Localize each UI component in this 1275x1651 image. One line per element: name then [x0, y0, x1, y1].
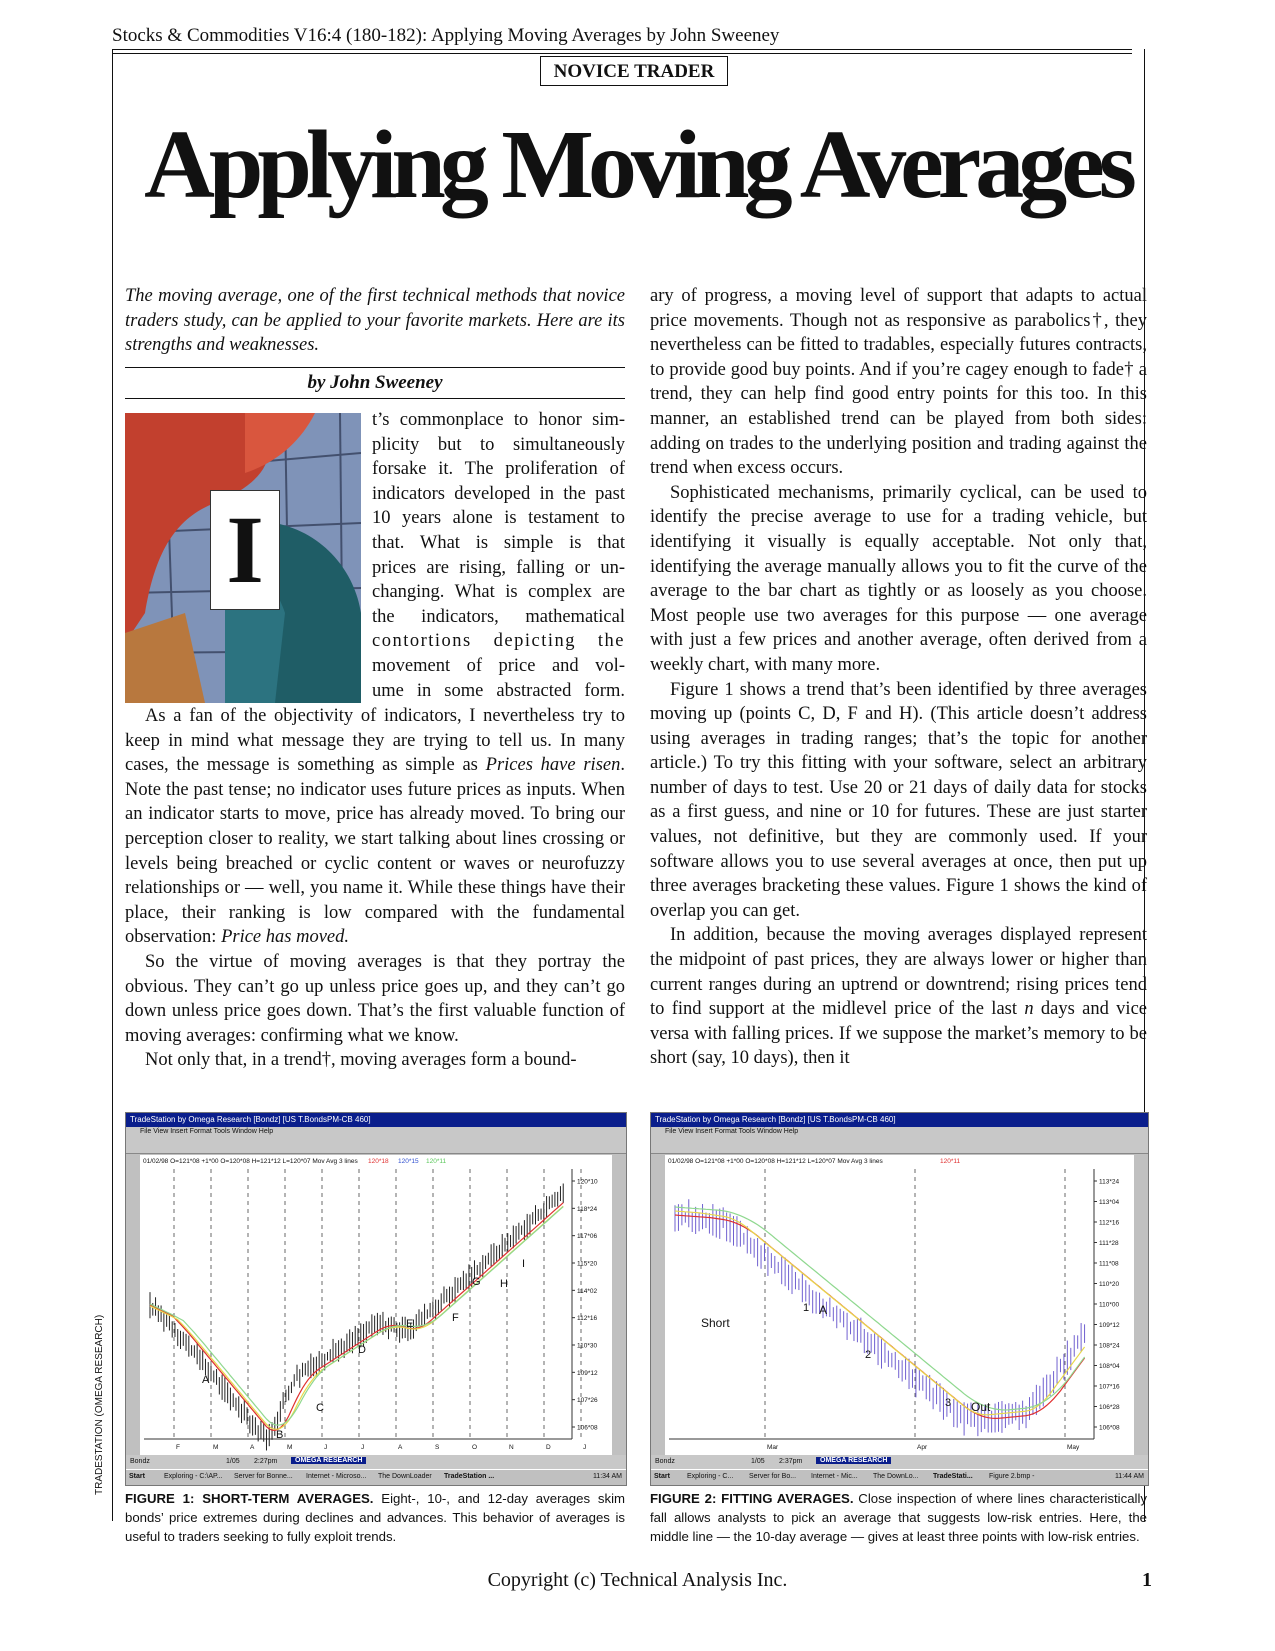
wrap-line: forsake it. The proliferation of	[372, 459, 625, 480]
x-tick-label: May	[1067, 1444, 1080, 1451]
department-label: NOVICE TRADER	[540, 56, 728, 86]
y-tick-label: 114*02	[577, 1287, 598, 1295]
status-time: 2:27pm	[254, 1458, 278, 1465]
x-tick-label: M	[287, 1444, 293, 1451]
x-tick-label: J	[361, 1444, 365, 1451]
taskbar-item[interactable]: The DownLo...	[873, 1473, 919, 1480]
page-number: 1	[1142, 1569, 1152, 1591]
figure-2-chart	[665, 1155, 1134, 1455]
y-tick-label: 107*16	[1099, 1383, 1120, 1391]
drop-cap: I	[210, 490, 280, 610]
taskbar-item[interactable]: Figure 2.bmp -	[989, 1473, 1035, 1480]
status-time: 2:37pm	[779, 1458, 803, 1465]
y-tick-label: 112*16	[1099, 1219, 1120, 1227]
chart-point-label: 3	[945, 1397, 952, 1409]
emphasis: Price has moved.	[221, 927, 349, 948]
figure-2-caption	[650, 1489, 1147, 1546]
toolbar	[651, 1137, 1148, 1154]
y-tick-label: 113*04	[1099, 1199, 1120, 1206]
paragraph: Figure 1 shows a trend that’s been identified by three averages moving up (points C, D, F and H). (This article doesn’t address using averages in trading ranges; that’s the topic for another article.) To try this fitting with your software, select an arbitrary number of days to test. Use 20 or 21 days of daily data for stocks as a first guess, and nine or 10 for futures. These are just starter values, not definitive, but they are commonly used. If your software allows you to use several averages at once, then put up three averages bracketing these values. Figure 1 shows the kind of overlap you can get.	[650, 679, 1147, 921]
chart-point-label: A	[819, 1303, 828, 1317]
info-value: 120*11	[426, 1158, 447, 1165]
byline: by John Sweeney	[307, 372, 443, 393]
status-date: 1/05	[226, 1458, 240, 1465]
byline-rule-bottom	[125, 398, 625, 399]
chart-point-label: Out	[971, 1400, 991, 1414]
header-rule	[112, 49, 1132, 50]
chart-point-label: 1	[803, 1302, 810, 1314]
y-tick-label: 107*26	[577, 1397, 598, 1405]
y-tick-label: 109*12	[1099, 1322, 1120, 1329]
wrap-line: changing. What is complex are	[372, 582, 625, 603]
paragraph	[650, 923, 1147, 1071]
chart-point-label: F	[452, 1312, 459, 1324]
y-tick-label: 108*04	[1099, 1363, 1120, 1370]
wrap-line: contortions depicting the	[372, 631, 625, 652]
toolbar	[126, 1137, 626, 1154]
taskbar	[651, 1469, 1148, 1486]
y-tick-label: 109*12	[577, 1369, 598, 1377]
start-button[interactable]: Start	[129, 1473, 145, 1480]
status-date: 1/05	[751, 1458, 765, 1465]
start-button[interactable]: Start	[654, 1473, 670, 1480]
status-symbol: Bondz	[130, 1458, 150, 1465]
y-tick-label: 110*00	[1099, 1301, 1120, 1309]
status-symbol: Bondz	[655, 1458, 675, 1465]
chart-point-label: I	[522, 1258, 526, 1270]
y-tick-label: 110*30	[577, 1342, 598, 1350]
x-tick-label: S	[435, 1444, 440, 1451]
y-tick-label: 108*24	[1099, 1342, 1120, 1350]
taskbar-item[interactable]: Server for Bo...	[749, 1473, 797, 1480]
text-run: In addition, because the moving averages displayed represent the midpoint of past prices, they are always lower or higher than current ranges during an uptrend or downtrend; rising prices tend to find support at the midlevel price of the last	[650, 925, 1147, 1020]
chart-point-label: G	[472, 1276, 481, 1288]
wrap-line: prices are rising, falling or un-	[372, 557, 625, 578]
status-bar	[126, 1455, 626, 1469]
left-column-body	[125, 704, 625, 1073]
emphasis: n	[1024, 999, 1034, 1020]
caption-title: FIGURE 1: SHORT-TERM AVERAGES.	[125, 1491, 374, 1506]
taskbar-item[interactable]: Exploring - C...	[687, 1473, 734, 1480]
running-head: Stocks & Commodities V16:4 (180-182): Applying Moving Averages by John Sweeney	[112, 25, 780, 46]
paragraph	[125, 704, 625, 950]
brand-label: OMEGA RESEARCH	[816, 1457, 891, 1464]
paragraph: So the virtue of moving averages is that they portray the obvious. They can’t go up unless price goes up, and they can’t go down unless price goes down. That’s the first valuable function of moving averages: confirming what we know.	[125, 951, 625, 1046]
y-tick-label: 106*08	[1099, 1424, 1120, 1432]
x-tick-label: A	[250, 1444, 255, 1451]
taskbar-item[interactable]: Exploring - C:\AP...	[164, 1473, 223, 1480]
x-tick-label: Mar	[767, 1444, 779, 1451]
photo-credit: TRADESTATION (OMEGA RESEARCH)	[94, 1314, 105, 1495]
info-value: 120*18	[368, 1158, 389, 1165]
wrap-line: ume in some abstracted form.	[372, 680, 625, 701]
taskbar-item[interactable]: TradeStati...	[933, 1473, 973, 1480]
chart-point-label: Short	[701, 1316, 730, 1330]
x-tick-label: M	[213, 1444, 219, 1451]
caption-title: FIGURE 2: FITTING AVERAGES.	[650, 1491, 854, 1506]
taskbar-item[interactable]: The DownLoader	[378, 1473, 432, 1480]
chart-point-label: B	[276, 1429, 284, 1441]
figure-2-screenshot	[650, 1112, 1149, 1486]
chart-point-label: D	[358, 1344, 366, 1356]
y-tick-label: 112*16	[577, 1315, 598, 1323]
x-tick-label: Apr	[917, 1444, 928, 1451]
deck: The moving average, one of the first technical methods that novice traders study, can be applied to your favorite markets. Here are its strengths and weaknesses.	[125, 286, 625, 356]
clock: 11:44 AM	[1114, 1473, 1144, 1480]
byline-rule-top	[125, 367, 625, 368]
chart-point-label: C	[316, 1402, 324, 1414]
menu-bar: File View Insert Format Tools Window Help	[126, 1127, 626, 1137]
text-run: . Note the past tense; no indicator uses future prices as inputs. When an indicator starts to move, price has already moved. To bring our perception closer to reality, we start talking about lines crossing or levels being breached or cyclic content or waves or neurofuzzy relationships or — well, you name it. While these things have their place, their ranking is low compared with the fundamental observation:	[125, 755, 625, 948]
wrap-line: indicators developed in the past	[372, 483, 625, 504]
paragraph: Not only that, in a trend†, moving averages form a bound-	[145, 1050, 577, 1071]
wrap-line: t’s commonplace to honor sim-	[372, 410, 625, 430]
x-tick-label: F	[176, 1444, 180, 1451]
y-tick-label: 106*28	[1099, 1404, 1120, 1411]
figure-1-chart	[140, 1155, 612, 1455]
header-rule-2	[112, 53, 1132, 54]
headline: Applying Moving Averages	[144, 111, 1131, 219]
y-tick-label: 106*08	[577, 1424, 598, 1432]
info-value: 120*11	[940, 1158, 961, 1165]
chart-point-label: E	[406, 1318, 414, 1330]
brand-label: OMEGA RESEARCH	[291, 1457, 366, 1464]
info-line: 01/02/98 O=121*08 +1*00 O=120*08 H=121*12 L=120*07 Mov Avg 3 lines	[143, 1158, 358, 1165]
y-tick-label: 120*10	[577, 1178, 598, 1186]
menu-bar: File View Insert Format Tools Window Help	[651, 1127, 1148, 1137]
taskbar-item[interactable]: Server for Bonne...	[234, 1473, 293, 1480]
chart-point-label: A	[202, 1374, 210, 1386]
y-tick-label: 110*20	[1099, 1281, 1120, 1288]
taskbar-item[interactable]: Internet - Microso...	[306, 1473, 367, 1480]
paragraph: Sophisticated mechanisms, primarily cyclical, can be used to identify the precise average to use for a trading vehicle, but identifying it visually is equally acceptable. Not only that, identifying the average manually allows you to fit the curve of the average to the bar chart as tightly or as loosely as you choose. Most people use two averages for this purpose — one average with just a few prices and another average, often derived from a weekly chart, with many more.	[650, 482, 1147, 675]
wrap-line: 10 years alone is testament to	[372, 508, 625, 529]
taskbar-item[interactable]: TradeStation ...	[444, 1473, 495, 1480]
x-tick-label: A	[398, 1444, 403, 1451]
y-tick-label: 113*24	[1099, 1178, 1120, 1186]
footer-copyright: Copyright (c) Technical Analysis Inc.	[487, 1569, 788, 1591]
paragraph: ary of progress, a moving level of support that adapts to actual price movements. Though not as responsive as parabolics†, they nevertheless can be fitted to tradables, especially futures contracts, to provide good buy points. And if you’re cagey enough to fade† a trend, they can help find good entry points for this too. In this manner, an established trend can be played from both sides: adding on trades to the underlying position and trading against the trend when excess occurs.	[650, 286, 1147, 479]
wrap-line: that. What is simple is that	[372, 532, 625, 553]
figure-1-caption	[125, 1489, 625, 1546]
y-tick-label: 118*24	[577, 1205, 598, 1213]
text-run: days and vice versa with falling prices. If we suppose the market’s memory to be short (say, 10 days), then it	[650, 999, 1147, 1069]
caption-text: Eight-, 10-, and 12-day averages skim bonds’ price extremes during declines and advances. This behavior of averages is useful to traders seeking to fully exploit trends.	[125, 1491, 625, 1544]
drop-cap-wrap-text	[372, 408, 625, 703]
right-column-body	[650, 284, 1147, 1071]
taskbar-item[interactable]: Internet - Mic...	[811, 1473, 858, 1480]
window-title-bar: TradeStation by Omega Research [Bondz] [US T.BondsPM-CB 460]	[126, 1113, 626, 1127]
emphasis: Prices have risen	[485, 755, 621, 776]
x-tick-label: D	[546, 1444, 551, 1451]
x-tick-label: O	[472, 1444, 478, 1451]
x-tick-label: J	[324, 1444, 328, 1451]
y-tick-label: 111*08	[1099, 1260, 1119, 1268]
caption-text: Close inspection of where lines characteristically fall allows analysts to pick an average that suggests low-risk entries. Here, the middle line — the 10-day average — gives at least three points with low-risk entries.	[650, 1491, 1147, 1544]
chart-point-label: H	[500, 1278, 508, 1290]
left-page-rule	[112, 49, 113, 1521]
info-line: 01/02/98 O=121*08 +1*00 O=120*08 H=121*12 L=120*07 Mov Avg 3 lines	[668, 1158, 883, 1165]
wrap-line: the indicators, mathematical	[372, 606, 625, 627]
y-tick-label: 115*20	[577, 1260, 598, 1268]
window-title-bar: TradeStation by Omega Research [Bondz] [US T.BondsPM-CB 460]	[651, 1113, 1148, 1127]
x-tick-label: J	[583, 1444, 587, 1451]
wrap-line: movement of price and vol-	[372, 655, 625, 676]
wrap-line: plicity but to simultaneously	[372, 434, 625, 455]
info-value: 120*15	[398, 1158, 419, 1165]
clock: 11:34 AM	[592, 1473, 622, 1480]
chart-point-label: 2	[865, 1349, 872, 1361]
status-bar	[651, 1455, 1148, 1469]
taskbar	[126, 1469, 626, 1486]
y-tick-label: 111*28	[1099, 1240, 1119, 1247]
x-tick-label: N	[509, 1444, 514, 1451]
figure-1-screenshot	[125, 1112, 627, 1486]
y-tick-label: 117*06	[577, 1233, 598, 1241]
text-run: As a fan of the objectivity of indicators, I nevertheless try to keep in mind what message they are trying to tell us. In many cases, the message is something as simple as	[125, 706, 625, 776]
